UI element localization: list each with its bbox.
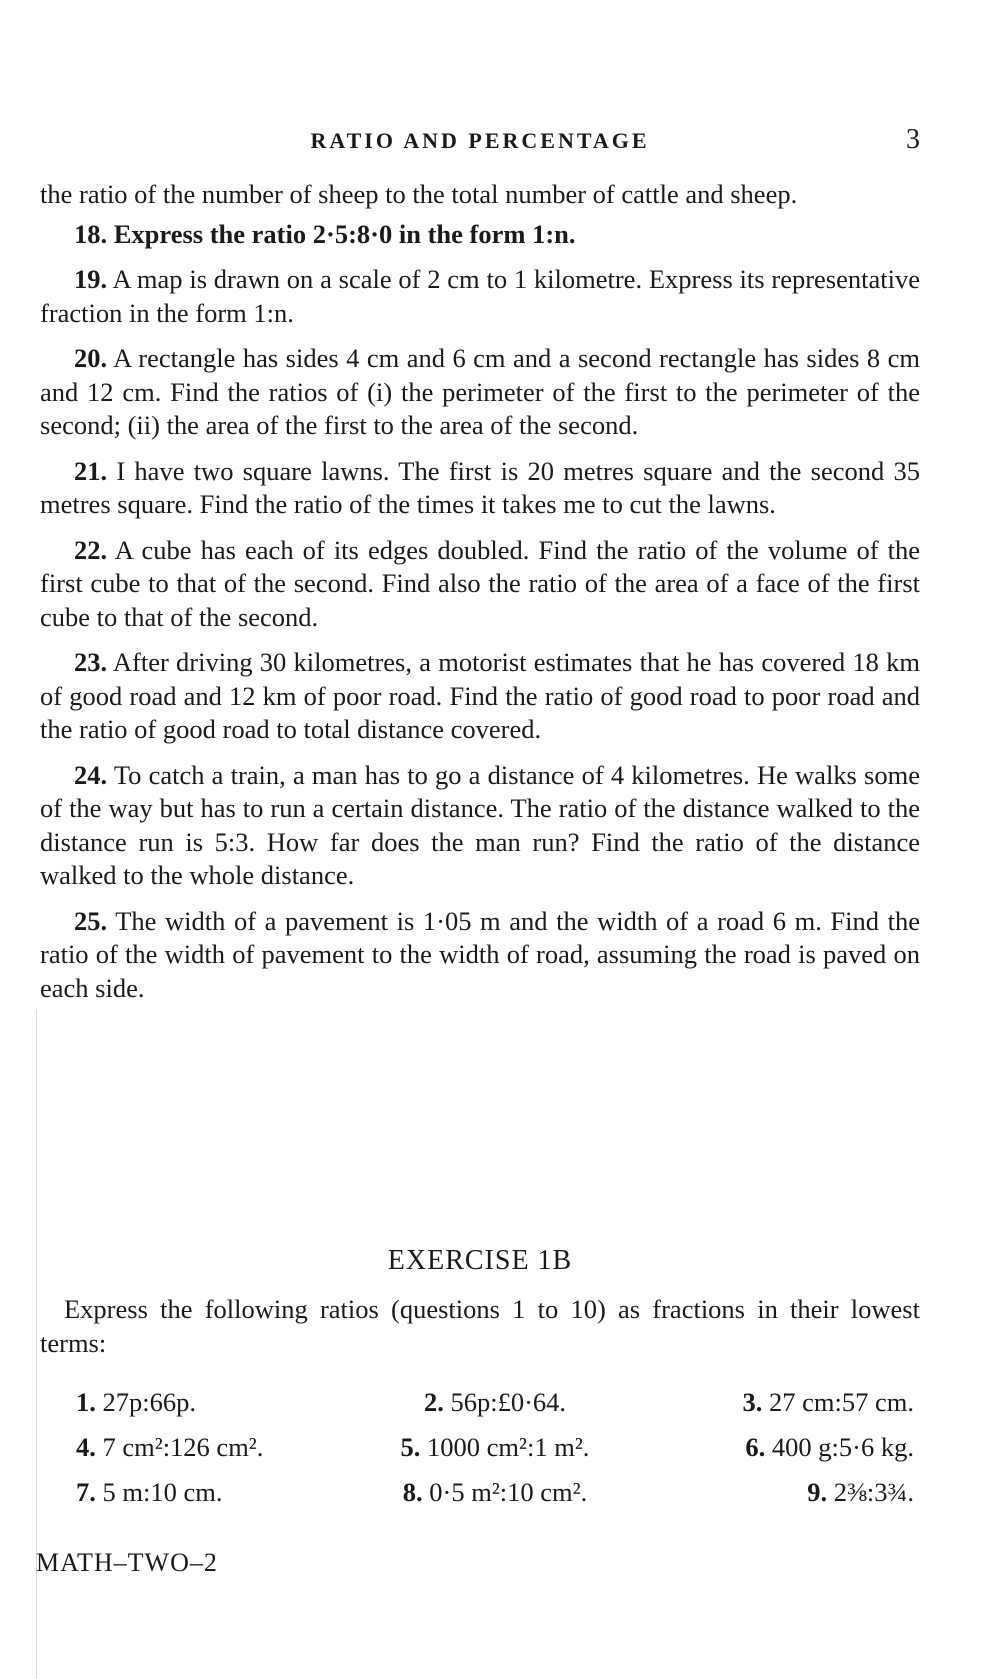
problem-item xyxy=(40,534,920,635)
exercise-item xyxy=(40,1432,355,1463)
exercise-item xyxy=(355,1477,634,1508)
exercise-item xyxy=(355,1432,634,1463)
problem-number: 18. xyxy=(74,218,108,249)
problem-number: 23. xyxy=(74,647,108,677)
problem-text: A cube has each of its edges doubled. Find the ratio of the volume of the first cube to that of the second. Find also the ratio of the area of a face of the first cube to that of the second. xyxy=(40,534,920,632)
problem-number: 21. xyxy=(74,455,108,486)
page-edge-line xyxy=(36,1010,37,1679)
exercise-item xyxy=(40,1387,355,1418)
exercise-item xyxy=(635,1432,920,1463)
exercise-row xyxy=(40,1425,920,1470)
problem-number: 25. xyxy=(74,905,108,936)
problem-text: A rectangle has sides 4 cm and 6 cm and a second rectangle has sides 8 cm and 12 cm. Find the ratios of (i) the perimeter of the first to the perimeter of the second; (ii) the area of the first to the area of the second. xyxy=(40,343,920,440)
item-number: 4. xyxy=(76,1432,96,1462)
item-number: 6. xyxy=(745,1432,766,1462)
signature-mark: MATH–TWO–2 xyxy=(36,1548,218,1577)
running-header xyxy=(40,124,920,162)
problem-number: 24. xyxy=(74,759,108,790)
problem-item xyxy=(40,218,920,252)
problem-list xyxy=(40,178,920,1017)
item-text: 56p:£0·64. xyxy=(450,1387,567,1417)
item-text: 27 cm:57 cm. xyxy=(768,1387,914,1417)
running-title: RATIO AND PERCENTAGE xyxy=(310,128,650,153)
exercise-item xyxy=(635,1477,920,1508)
problem-text: The width of a pavement is 1·05 m and the width of a road 6 m. Find the ratio of the width of pavement to the width of road, assuming the road is paved on each side. xyxy=(40,905,920,1003)
exercise-intro: Express the following ratios (questions 1 to 10) as fractions in their lowest terms: xyxy=(40,1294,920,1358)
item-text: 5 m:10 cm. xyxy=(102,1477,223,1507)
item-number: 9. xyxy=(807,1477,828,1507)
item-number: 2. xyxy=(423,1387,444,1417)
item-number: 1. xyxy=(76,1387,96,1417)
problem-item xyxy=(40,759,920,893)
exercise-item xyxy=(635,1387,920,1418)
problem-item xyxy=(40,455,920,522)
problem-item xyxy=(40,646,920,747)
item-number: 7. xyxy=(76,1477,96,1507)
exercise-row xyxy=(40,1470,920,1515)
problem-item xyxy=(40,263,920,330)
problem-number: 19. xyxy=(74,264,108,294)
problem-item xyxy=(40,905,920,1006)
problem-text: I have two square lawns. The first is 20 metres square and the second 35 metres square. Find the ratio of the times it takes me to cut the lawns. xyxy=(40,455,920,519)
item-number: 8. xyxy=(402,1477,423,1507)
exercise-row xyxy=(40,1380,920,1425)
problem-item xyxy=(40,342,920,443)
problem-text: After driving 30 kilometres, a motorist estimates that he has covered 18 km of good road and 12 km of poor road. Find the ratio of good road to poor road and the ratio of good road to total distance covered. xyxy=(40,647,920,744)
item-text: 1000 cm²:1 m². xyxy=(427,1432,590,1462)
problem-text: To catch a train, a man has to go a distance of 4 kilometres. He walks some of the way but has to run a certain distance. The ratio of the distance walked to the distance run is 5:3. How far does the man run? Find the ratio of the distance walked to the whole distance. xyxy=(40,759,920,890)
problem-number: 22. xyxy=(74,534,108,565)
item-text: 0·5 m²:10 cm². xyxy=(429,1477,588,1507)
exercise-title: EXERCISE 1B xyxy=(387,1245,573,1276)
item-text: 400 g:5·6 kg. xyxy=(771,1432,914,1462)
continuation-text: the ratio of the number of sheep to the total number of cattle and sheep. xyxy=(40,179,798,209)
page-number: 3 xyxy=(906,124,920,155)
problem-number: 20. xyxy=(74,343,108,373)
exercise-item xyxy=(355,1387,634,1418)
item-number: 5. xyxy=(400,1432,421,1462)
item-number: 3. xyxy=(742,1387,763,1417)
item-text: 7 cm²:126 cm². xyxy=(102,1432,264,1462)
exercise-item xyxy=(40,1477,355,1508)
problem-text: Express the ratio 2·5:8·0 in the form 1:n. xyxy=(113,218,576,249)
exercise-items-grid xyxy=(40,1380,920,1515)
problem-text: A map is drawn on a scale of 2 cm to 1 kilometre. Express its representative fraction in the form 1:n. xyxy=(40,264,920,328)
item-text: 2⅜:3¾. xyxy=(833,1477,914,1507)
item-text: 27p:66p. xyxy=(102,1387,196,1417)
